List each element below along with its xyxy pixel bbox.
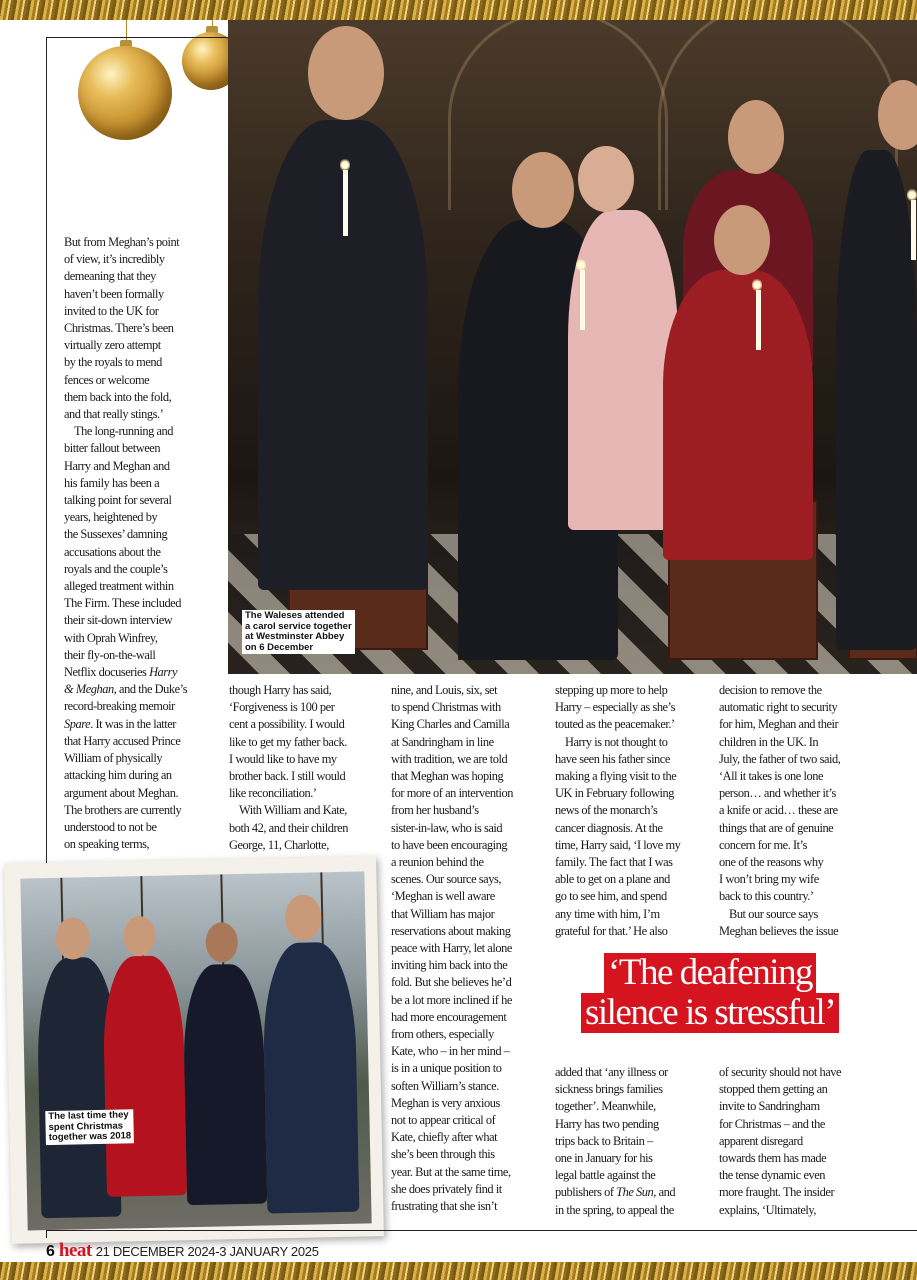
pull-quote-line-2: silence is stressful’ bbox=[581, 993, 839, 1033]
footer-rule bbox=[46, 1230, 917, 1231]
article-column-5-bottom: of security should not have stopped them getting an invite to Sandringham for Christmas – and the apparent disregard towards them has made the tense dynamic even more fraught. The insider explains, ‘Ultimately, bbox=[719, 1065, 842, 1217]
gold-tinsel-border-bottom bbox=[0, 1262, 917, 1280]
hero-photo-caption: The Waleses attended a carol service together at Westminster Abbey on 6 December bbox=[242, 610, 355, 654]
article-column-4-bottom: added that ‘any illness or sickness brings families together’. Meanwhile, Harry has two pending trips back to Britain – one in January for his legal battle against the publishers of The Sun, and in the spring, to appeal the bbox=[555, 1065, 676, 1217]
footer-rule-tick bbox=[46, 1230, 47, 1238]
magazine-brand-logo: heat bbox=[58, 1240, 92, 1261]
pull-quote bbox=[560, 953, 860, 1033]
article-column-5-top: decision to remove the automatic right to security for him, Meghan and their children in the UK. In July, the father of two said, ‘All it takes is one lone person… and whether it’s a knife or acid… these are things that are of genuine concern for me. It’s one of the reasons why I won’t bring my wife back to this country.’ But our source says Meghan believes the issue bbox=[719, 683, 841, 938]
small-photo-caption: The last time they spent Christmas together was 2018 bbox=[45, 1109, 134, 1144]
frame-rule-top bbox=[46, 37, 228, 38]
article-column-2: though Harry has said, ‘Forgiveness is 100 per cent a possibility. I would like to get my father back. I would like to have my brother back. I still would like reconciliation.’ With William and Kate, both 42, and their children George, 11, Charlotte, bbox=[229, 683, 348, 852]
small-photo-christmas-2018 bbox=[20, 871, 371, 1230]
page-footer bbox=[46, 1240, 319, 1262]
pull-quote-line-1: ‘The deafening bbox=[604, 953, 816, 993]
frame-rule-left bbox=[46, 37, 47, 867]
hero-photo-carol-service bbox=[228, 20, 917, 674]
article-column-3: nine, and Louis, six, set to spend Christmas with King Charles and Camilla at Sandringham in line with tradition, we are told that Meghan was hoping for more of an intervention from her husband’s sister-in-law, who is said to have been encouraging a reunion behind the scenes. Our source says, ‘Meghan is well aware that William has major reservations about making peace with Harry, let alone inviting him back into the fold. But she believes he’d be a lot more inclined if he had more encouragement from others, especially Kate, who – in her mind – is in a unique position to soften William’s stance. Meghan is very anxious not to appear critical of Kate, chiefly after what she’s been through this year. But at the same time, she does privately find it frustrating that she isn’t bbox=[391, 683, 514, 1214]
small-photo-frame bbox=[4, 856, 384, 1244]
issue-dates: 21 DECEMBER 2024-3 JANUARY 2025 bbox=[95, 1244, 319, 1259]
page-number: 6 bbox=[46, 1243, 55, 1260]
article-column-1: But from Meghan’s point of view, it’s incredibly demeaning that they haven’t been formally invited to the UK for Christmas. There’s been virtually zero attempt by the royals to mend fences or welcome them back into the fold, and that really stings.’ The long-running and bitter fallout between Harry and Meghan and his family has been a talking point for several years, heightened by the Sussexes’ damning accusations about the royals and the couple’s alleged treatment within The Firm. These included their sit-down interview with Oprah Winfrey, their fly-on-the-wall Netflix docuseries Harry & Meghan, and the Duke’s record-breaking memoir Spare. It was in the latter that Harry accused Prince William of physically attacking him during an argument about Meghan. The brothers are currently understood to not be on speaking terms, bbox=[64, 235, 188, 852]
article-column-4-top: stepping up more to help Harry – especially as she’s touted as the peacemaker.’ Harry is not thought to have seen his father since making a flying visit to the UK in February following news of the monarch’s cancer diagnosis. At the time, Harry said, ‘I love my family. The fact that I was able to get on a plane and go to see him, and spend any time with him, I’m grateful for that.’ He also bbox=[555, 683, 681, 938]
gold-tinsel-border-top bbox=[0, 0, 917, 20]
